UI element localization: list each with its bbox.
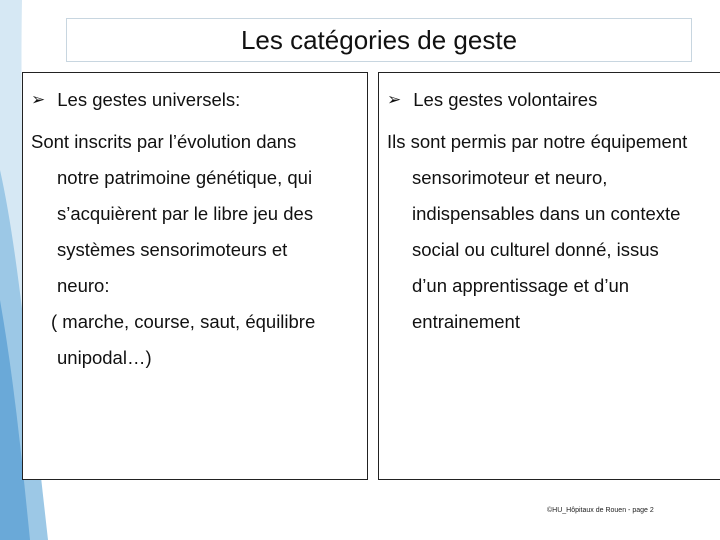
- left-line: neuro:: [57, 275, 110, 296]
- left-line: Sont inscrits par l’évolution dans: [31, 131, 297, 152]
- left-heading-text: Les gestes universels:: [57, 89, 241, 110]
- right-line: sensorimoteur et neuro,: [412, 167, 608, 188]
- right-column: [378, 72, 720, 480]
- right-heading: [387, 89, 597, 111]
- arrow-bullet-icon: ➢: [387, 90, 402, 109]
- arrow-bullet-icon: ➢: [31, 90, 46, 109]
- right-line: social ou culturel donné, issus: [412, 239, 659, 260]
- left-line: systèmes sensorimoteurs et: [57, 239, 288, 260]
- right-heading-text: Les gestes volontaires: [413, 89, 598, 110]
- page-title: Les catégories de geste: [66, 18, 692, 62]
- right-line: entrainement: [412, 311, 520, 332]
- left-column: [22, 72, 368, 480]
- left-heading: [31, 89, 240, 111]
- right-line: d’un apprentissage et d’un: [412, 275, 630, 296]
- right-line: Ils sont permis par notre équipement: [387, 131, 688, 152]
- left-line: ( marche, course, saut, équilibre: [51, 311, 316, 332]
- left-line: s’acquièrent par le libre jeu des: [57, 203, 314, 224]
- footer-credit: ©HU_Hôpitaux de Rouen - page 2: [547, 507, 654, 514]
- right-line: indispensables dans un contexte: [412, 203, 681, 224]
- left-line: unipodal…): [57, 347, 152, 368]
- left-line: notre patrimoine génétique, qui: [57, 167, 313, 188]
